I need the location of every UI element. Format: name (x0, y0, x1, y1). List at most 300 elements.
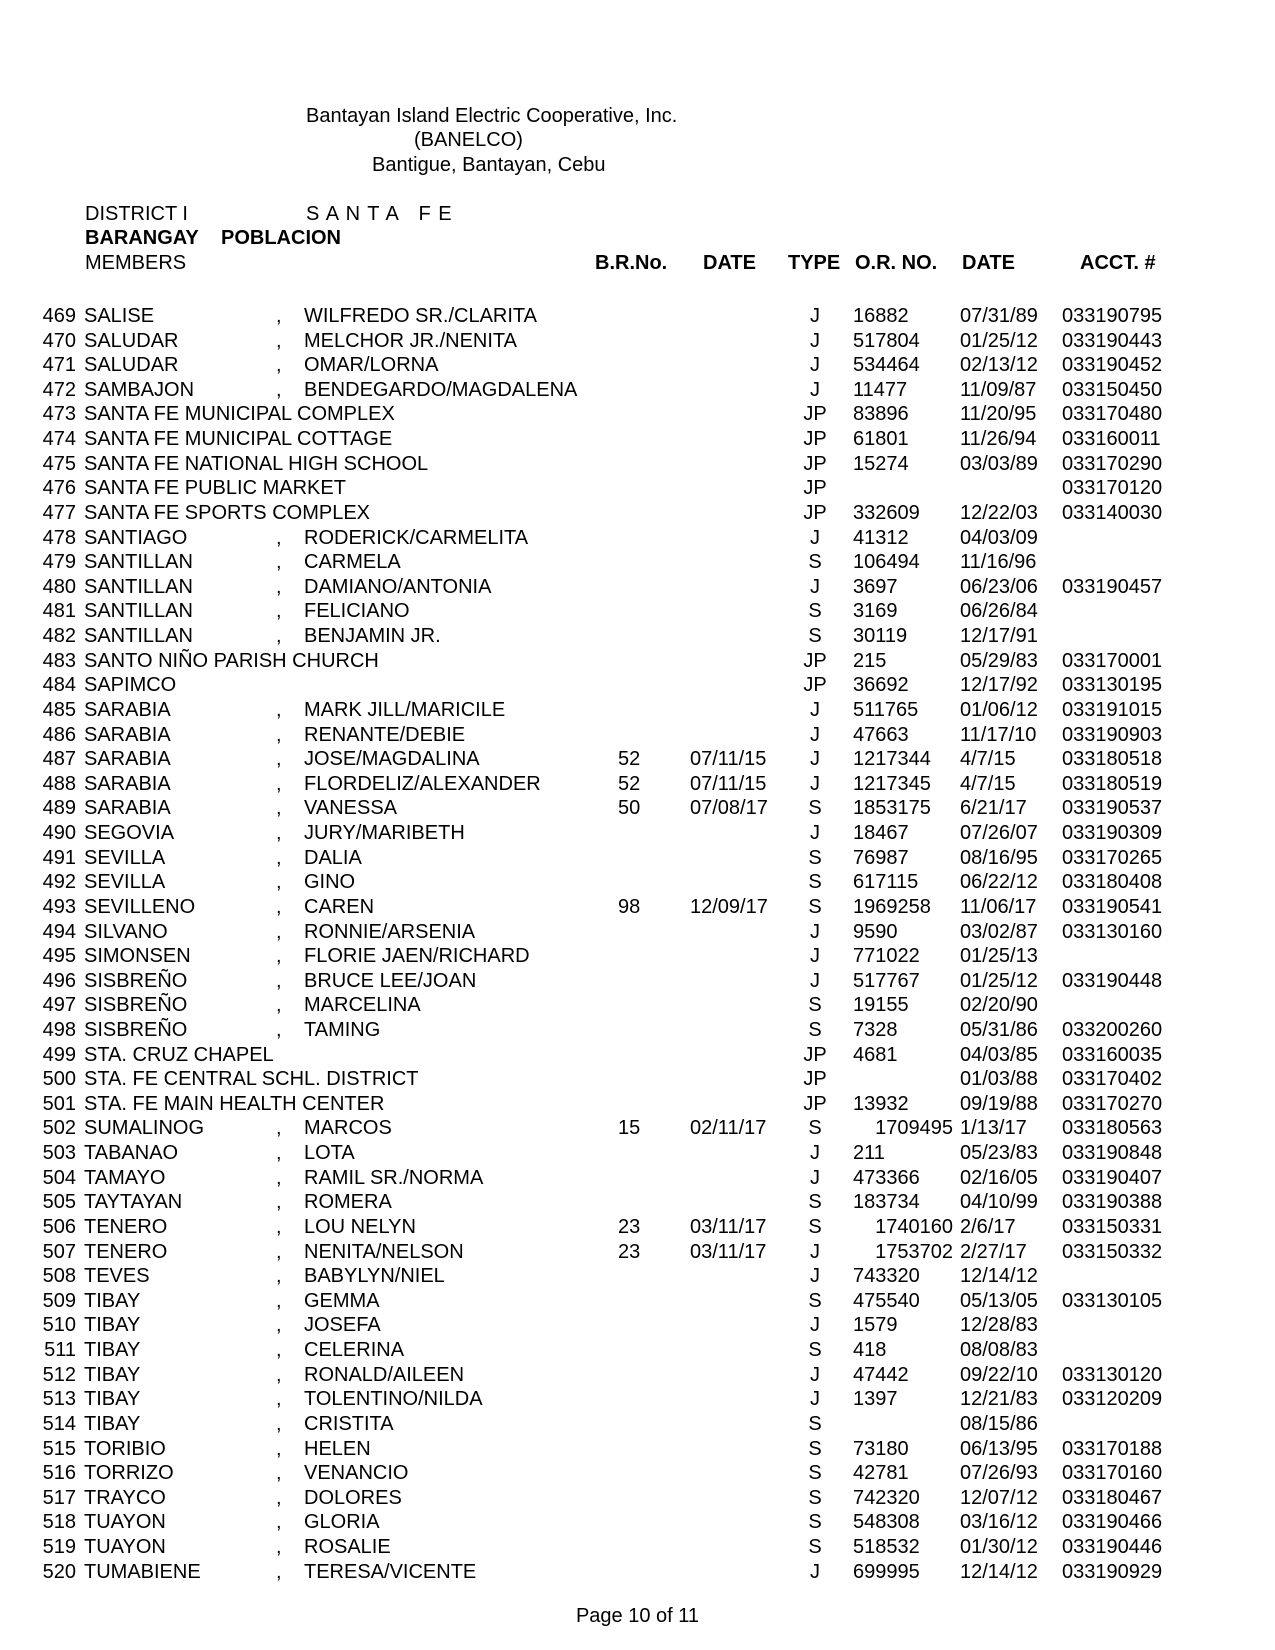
row-number: 481 (42, 600, 76, 623)
or-date: 08/16/95 (960, 846, 1038, 869)
account-number: 033190848 (1062, 1142, 1163, 1165)
account-number: 033191015 (1062, 698, 1163, 721)
member-type: JP (803, 501, 827, 524)
or-number: 215 (853, 649, 887, 672)
account-number: 033180518 (1062, 748, 1163, 771)
or-date: 08/15/86 (960, 1412, 1038, 1435)
name-separator: , (276, 1018, 282, 1041)
member-type: J (810, 329, 820, 352)
table-row (0, 575, 1275, 600)
row-number: 488 (42, 772, 76, 795)
member-name: TIBAY (84, 1388, 141, 1411)
member-type: S (808, 1511, 822, 1534)
or-date: 11/17/10 (960, 723, 1037, 746)
or-number: 511765 (853, 698, 919, 721)
row-number: 494 (42, 920, 76, 943)
account-number: 033170270 (1062, 1092, 1163, 1115)
table-row (0, 944, 1275, 969)
or-date: 11/16/96 (960, 551, 1037, 574)
member-first-names: MARCOS (304, 1117, 392, 1140)
member-first-names: RONALD/AILEEN (304, 1363, 465, 1386)
table-row (0, 1215, 1275, 1240)
barangay-label: BARANGAY (85, 227, 199, 249)
table-row (0, 1437, 1275, 1462)
member-first-names: GLORIA (304, 1511, 380, 1534)
table-row (0, 698, 1275, 723)
member-first-names: ROSALIE (304, 1536, 391, 1558)
or-date: 01/25/13 (960, 945, 1038, 968)
member-name: SEGOVIA (84, 822, 175, 845)
or-number: 742320 (853, 1486, 920, 1509)
br-date: 03/11/17 (690, 1240, 767, 1263)
row-number: 476 (42, 477, 76, 500)
row-number: 510 (42, 1314, 76, 1337)
name-separator: , (276, 1363, 282, 1386)
name-separator: , (276, 772, 282, 795)
or-date: 4/7/15 (960, 772, 1016, 795)
or-number: 9590 (853, 920, 898, 943)
member-first-names: TAMING (304, 1018, 381, 1041)
or-number: 15274 (853, 452, 909, 475)
table-row (0, 452, 1275, 477)
row-number: 482 (42, 625, 76, 648)
member-name: TIBAY (84, 1363, 141, 1386)
name-separator: , (276, 1166, 282, 1189)
district-label: DISTRICT I (85, 203, 188, 225)
table-row (0, 920, 1275, 945)
table-row (0, 649, 1275, 674)
member-type: J (810, 1560, 820, 1583)
member-name: TUAYON (84, 1511, 166, 1534)
row-number: 512 (42, 1363, 76, 1386)
or-date: 01/30/12 (960, 1536, 1038, 1558)
row-number: 484 (42, 674, 76, 697)
member-type: J (810, 822, 820, 845)
name-separator: , (276, 575, 282, 598)
member-name: TIBAY (84, 1339, 141, 1362)
row-number: 487 (42, 748, 76, 771)
or-date: 02/20/90 (960, 994, 1038, 1017)
member-type: J (810, 723, 820, 746)
member-name: SANTA FE MUNICIPAL COMPLEX (84, 403, 395, 426)
row-number: 507 (42, 1240, 76, 1263)
row-number: 492 (42, 871, 76, 894)
name-separator: , (276, 378, 282, 401)
or-date: 02/13/12 (960, 354, 1038, 377)
member-name: SANTILLAN (84, 551, 193, 574)
name-separator: , (276, 1511, 282, 1534)
member-type: J (810, 1388, 820, 1411)
member-first-names: TERESA/VICENTE (304, 1560, 477, 1583)
member-name: TIBAY (84, 1412, 141, 1435)
member-type: J (810, 378, 820, 401)
br-date: 12/09/17 (690, 895, 768, 918)
account-number: 033140030 (1062, 501, 1163, 524)
member-name: TENERO (84, 1240, 168, 1263)
member-first-names: DALIA (304, 846, 362, 869)
table-row (0, 969, 1275, 994)
name-separator: , (276, 1191, 282, 1214)
member-name: SEVILLA (84, 871, 166, 894)
member-type: S (808, 1412, 822, 1435)
or-date: 03/16/12 (960, 1511, 1038, 1534)
member-type: J (810, 1265, 820, 1288)
or-number: 1579 (853, 1314, 898, 1337)
table-row (0, 1116, 1275, 1141)
or-date: 01/25/12 (960, 969, 1038, 992)
member-name: SANTIAGO (84, 526, 188, 549)
member-type: S (808, 1437, 822, 1460)
member-first-names: GEMMA (304, 1289, 380, 1312)
name-separator: , (276, 551, 282, 574)
or-number: 211 (853, 1142, 885, 1165)
account-number: 033180519 (1062, 772, 1163, 795)
table-row (0, 1535, 1275, 1560)
account-number: 033190541 (1062, 895, 1163, 918)
or-date: 6/21/17 (960, 797, 1027, 820)
or-date: 07/26/93 (960, 1462, 1038, 1485)
account-number: 033190903 (1062, 723, 1163, 746)
member-name: SARABIA (84, 772, 171, 795)
member-name: SANTILLAN (84, 625, 193, 648)
col-date: DATE (703, 252, 756, 274)
or-number: 1740160 (875, 1215, 953, 1238)
name-separator: , (276, 1560, 282, 1583)
or-number: 1217344 (853, 748, 931, 771)
member-type: J (810, 945, 820, 968)
name-separator: , (276, 1240, 282, 1263)
member-type: JP (803, 403, 827, 426)
account-number: 033130105 (1062, 1289, 1163, 1312)
member-first-names: BENJAMIN JR. (304, 625, 441, 648)
member-first-names: DOLORES (304, 1486, 402, 1509)
member-type: J (810, 698, 820, 721)
member-first-names: CRISTITA (304, 1412, 394, 1435)
or-date: 05/29/83 (960, 649, 1038, 672)
account-number: 033150331 (1062, 1215, 1163, 1238)
or-date: 01/06/12 (960, 698, 1038, 721)
member-name: TIBAY (84, 1289, 141, 1312)
row-number: 470 (42, 329, 76, 352)
row-number: 520 (42, 1560, 76, 1583)
row-number: 480 (42, 575, 76, 598)
member-first-names: VANESSA (304, 797, 397, 820)
or-date: 01/25/12 (960, 329, 1038, 352)
member-name: SANTA FE MUNICIPAL COTTAGE (84, 428, 393, 451)
row-number: 471 (42, 354, 76, 377)
row-number: 508 (42, 1265, 76, 1288)
row-number: 504 (42, 1166, 76, 1189)
or-number: 548308 (853, 1511, 920, 1534)
or-date: 12/21/83 (960, 1388, 1038, 1411)
row-number: 497 (42, 994, 76, 1017)
member-name: SANTA FE NATIONAL HIGH SCHOOL (84, 452, 429, 475)
or-date: 05/23/83 (960, 1142, 1038, 1165)
member-name: SEVILLA (84, 846, 166, 869)
name-separator: , (276, 1117, 282, 1140)
row-number: 500 (42, 1068, 76, 1091)
or-number: 16882 (853, 305, 909, 327)
or-number: 771022 (853, 945, 920, 968)
member-name: SEVILLENO (84, 895, 196, 918)
or-number: 7328 (853, 1018, 898, 1041)
or-date: 03/03/89 (960, 452, 1038, 475)
member-first-names: CELERINA (304, 1339, 405, 1362)
row-number: 514 (42, 1412, 76, 1435)
org-address-text: Bantigue, Bantayan, Cebu (372, 154, 606, 176)
or-number: 1709495 (875, 1117, 953, 1140)
member-name: TENERO (84, 1215, 168, 1238)
member-name: SARABIA (84, 698, 171, 721)
member-name: TRAYCO (84, 1486, 166, 1509)
member-type: S (808, 797, 822, 820)
table-row (0, 1363, 1275, 1388)
member-type: S (808, 994, 822, 1017)
member-first-names: FELICIANO (304, 600, 410, 623)
row-number: 473 (42, 403, 76, 426)
name-separator: , (276, 1412, 282, 1435)
or-date: 4/7/15 (960, 748, 1016, 771)
member-type: JP (803, 1043, 827, 1066)
member-name: TUAYON (84, 1536, 166, 1558)
table-row (0, 353, 1275, 378)
or-date: 12/28/83 (960, 1314, 1038, 1337)
table-row (0, 599, 1275, 624)
or-date: 06/26/84 (960, 600, 1038, 623)
member-name: TORRIZO (84, 1462, 174, 1485)
row-number: 516 (42, 1462, 76, 1485)
account-number: 033190537 (1062, 797, 1163, 820)
or-number: 11477 (853, 378, 908, 401)
or-number: 517804 (853, 329, 920, 352)
member-first-names: TOLENTINO/NILDA (304, 1388, 483, 1411)
or-date: 05/13/05 (960, 1289, 1038, 1312)
col-members: MEMBERS (85, 252, 187, 274)
account-number: 033190388 (1062, 1191, 1163, 1214)
member-first-names: RODERICK/CARMELITA (304, 526, 529, 549)
account-number: 033190929 (1062, 1560, 1163, 1583)
member-type: S (808, 1018, 822, 1041)
or-number: 332609 (853, 501, 920, 524)
row-number: 486 (42, 723, 76, 746)
or-date: 12/07/12 (960, 1486, 1038, 1509)
member-name: STA. FE MAIN HEALTH CENTER (84, 1092, 385, 1115)
or-date: 04/03/09 (960, 526, 1038, 549)
or-date: 12/17/91 (960, 625, 1038, 648)
member-name: TIBAY (84, 1314, 141, 1337)
member-type: J (810, 354, 820, 377)
row-number: 490 (42, 822, 76, 845)
account-number: 033170188 (1062, 1437, 1163, 1460)
row-number: 509 (42, 1289, 76, 1312)
table-row (0, 1510, 1275, 1535)
or-date: 08/08/83 (960, 1339, 1038, 1362)
table-row (0, 550, 1275, 575)
member-type: J (810, 920, 820, 943)
member-type: JP (803, 649, 827, 672)
row-number: 518 (42, 1511, 76, 1534)
name-separator: , (276, 526, 282, 549)
member-first-names: CARMELA (304, 551, 401, 574)
row-number: 478 (42, 526, 76, 549)
row-number: 477 (42, 501, 76, 524)
table-row (0, 796, 1275, 821)
member-type: J (810, 526, 820, 549)
member-type: S (808, 1536, 822, 1558)
member-name: TAMAYO (84, 1166, 166, 1189)
name-separator: , (276, 1215, 282, 1238)
or-date: 04/10/99 (960, 1191, 1038, 1214)
row-number: 469 (42, 305, 76, 327)
or-number: 518532 (853, 1536, 920, 1558)
or-number: 1853175 (853, 797, 931, 820)
br-number: 98 (618, 895, 641, 918)
member-type: J (810, 748, 820, 771)
name-separator: , (276, 969, 282, 992)
or-number: 3697 (853, 575, 898, 598)
member-type: S (808, 895, 822, 918)
or-date: 11/20/95 (960, 403, 1037, 426)
table-row (0, 1166, 1275, 1191)
table-row (0, 993, 1275, 1018)
name-separator: , (276, 600, 282, 623)
or-number: 743320 (853, 1265, 920, 1288)
member-name: TAYTAYAN (84, 1191, 183, 1214)
or-number: 47663 (853, 723, 909, 746)
table-row (0, 723, 1275, 748)
account-number: 033190452 (1062, 354, 1163, 377)
or-date: 12/14/12 (960, 1560, 1038, 1583)
account-number: 033180408 (1062, 871, 1163, 894)
account-number: 033170265 (1062, 846, 1163, 869)
name-separator: , (276, 1536, 282, 1558)
or-date: 07/31/89 (960, 305, 1038, 327)
account-number: 033170160 (1062, 1462, 1163, 1485)
member-type: JP (803, 452, 827, 475)
member-name: SANTA FE PUBLIC MARKET (84, 477, 346, 500)
or-number: 18467 (853, 822, 909, 845)
member-name: SIMONSEN (84, 945, 191, 968)
member-name: SISBREÑO (84, 994, 188, 1017)
col-acct: ACCT. # (1080, 252, 1156, 274)
member-name: TEVES (84, 1265, 150, 1288)
member-name: STA. FE CENTRAL SCHL. DISTRICT (84, 1068, 419, 1091)
member-first-names: MARK JILL/MARICILE (304, 698, 506, 721)
or-date: 06/22/12 (960, 871, 1038, 894)
account-number: 033180563 (1062, 1117, 1163, 1140)
table-row (0, 1486, 1275, 1511)
member-type: J (810, 772, 820, 795)
or-number: 1969258 (853, 895, 931, 918)
or-number: 41312 (853, 526, 909, 549)
member-name: SANTILLAN (84, 600, 193, 623)
member-type: J (810, 1240, 820, 1263)
member-name: SUMALINOG (84, 1117, 205, 1140)
member-name: SARABIA (84, 748, 171, 771)
table-row (0, 304, 1275, 329)
table-row (0, 427, 1275, 452)
member-first-names: BENDEGARDO/MAGDALENA (304, 378, 578, 401)
or-number: 183734 (853, 1191, 920, 1214)
or-number: 517767 (853, 969, 920, 992)
or-date: 01/03/88 (960, 1068, 1038, 1091)
table-row (0, 1461, 1275, 1486)
member-type: J (810, 1142, 820, 1165)
member-name: STA. CRUZ CHAPEL (84, 1043, 274, 1066)
or-number: 4681 (853, 1043, 898, 1066)
name-separator: , (276, 1339, 282, 1362)
member-type: S (808, 1486, 822, 1509)
member-first-names: CAREN (304, 895, 375, 918)
table-row (0, 870, 1275, 895)
col-or-date: DATE (962, 252, 1015, 274)
row-number: 485 (42, 698, 76, 721)
name-separator: , (276, 1265, 282, 1288)
name-separator: , (276, 945, 282, 968)
account-number: 033200260 (1062, 1018, 1163, 1041)
member-name: SALISE (84, 305, 155, 327)
row-number: 474 (42, 428, 76, 451)
row-number: 498 (42, 1018, 76, 1041)
member-name: SAPIMCO (84, 674, 177, 697)
or-date: 07/26/07 (960, 822, 1038, 845)
or-number: 534464 (853, 354, 920, 377)
or-number: 617115 (853, 871, 919, 894)
table-row (0, 624, 1275, 649)
or-number: 1217345 (853, 772, 931, 795)
table-row (0, 1313, 1275, 1338)
name-separator: , (276, 846, 282, 869)
member-type: J (810, 1166, 820, 1189)
member-first-names: HELEN (304, 1437, 371, 1460)
row-number: 517 (42, 1486, 76, 1509)
name-separator: , (276, 920, 282, 943)
name-separator: , (276, 994, 282, 1017)
name-separator: , (276, 1142, 282, 1165)
table-row (0, 1018, 1275, 1043)
row-number: 515 (42, 1437, 76, 1460)
member-type: S (808, 1339, 822, 1362)
name-separator: , (276, 723, 282, 746)
account-number: 033160011 (1062, 428, 1161, 451)
br-number: 50 (618, 797, 641, 820)
or-date: 2/27/17 (960, 1240, 1027, 1263)
member-name: SARABIA (84, 723, 171, 746)
member-name: SALUDAR (84, 329, 179, 352)
member-first-names: JOSEFA (304, 1314, 381, 1337)
or-date: 11/26/94 (960, 428, 1037, 451)
or-number: 1397 (853, 1388, 898, 1411)
or-date: 06/13/95 (960, 1437, 1038, 1460)
row-number: 513 (42, 1388, 76, 1411)
name-separator: , (276, 1462, 282, 1485)
or-number: 47442 (853, 1363, 909, 1386)
account-number: 033130120 (1062, 1363, 1163, 1386)
or-date: 11/06/17 (960, 895, 1037, 918)
member-name: SILVANO (84, 920, 168, 943)
member-type: J (810, 305, 820, 327)
account-number: 033150450 (1062, 378, 1163, 401)
table-row (0, 821, 1275, 846)
or-date: 1/13/17 (960, 1117, 1027, 1140)
name-separator: , (276, 871, 282, 894)
table-row (0, 1560, 1275, 1585)
name-separator: , (276, 1314, 282, 1337)
or-number: 418 (853, 1339, 887, 1362)
member-name: TABANAO (84, 1142, 179, 1165)
name-separator: , (276, 797, 282, 820)
table-row (0, 526, 1275, 551)
